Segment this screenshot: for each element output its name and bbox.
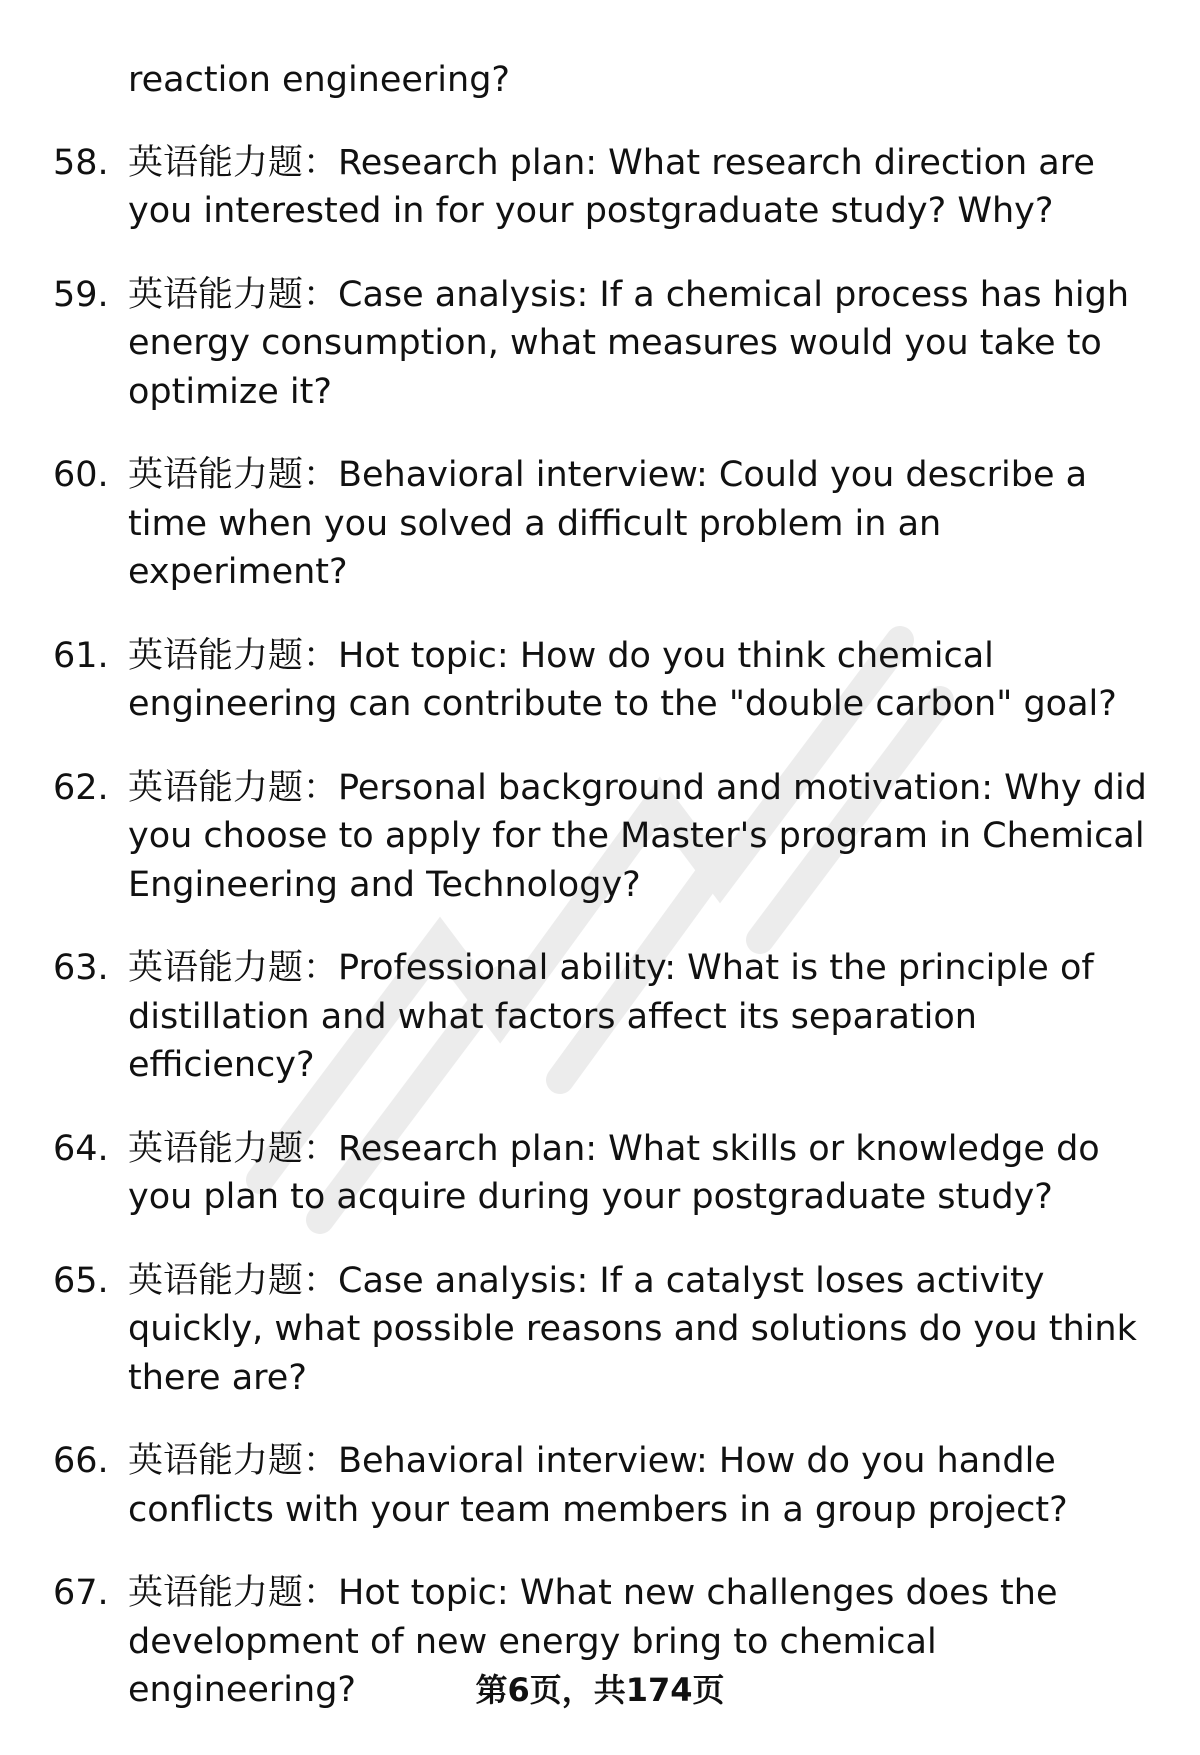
item-tag: 英语能力题： bbox=[128, 1441, 339, 1481]
question-list bbox=[0, 139, 1200, 1715]
page-footer: 第6页，共174页 bbox=[475, 1671, 725, 1709]
item-text: Behavioral interview: How do you handle conflicts with your team members in a group project? bbox=[128, 1441, 1068, 1530]
item-number: 59. bbox=[53, 274, 109, 315]
item-number: 60. bbox=[53, 455, 109, 495]
list-item bbox=[0, 944, 1168, 1090]
item-tag: 英语能力题： bbox=[128, 455, 339, 495]
item-tag: 英语能力题： bbox=[128, 767, 339, 808]
list-item bbox=[0, 1437, 1168, 1534]
list-item bbox=[0, 139, 1168, 236]
item-text: Case analysis: If a chemical process has high energy consumption, what measures would you take to optimize it? bbox=[128, 274, 1130, 412]
item-text: Behavioral interview: Could you describe a time when you solved a difficult problem in an experiment? bbox=[128, 455, 1088, 592]
item-text: Professional ability: What is the principle of distillation and what factors affect its separation efficiency? bbox=[128, 948, 1094, 1085]
item-tag: 英语能力题： bbox=[128, 1573, 339, 1613]
item-text: Hot topic: What new challenges does the development of new energy bring to chemical engineering? bbox=[128, 1573, 1058, 1710]
item-number: 58. bbox=[53, 142, 109, 183]
list-item bbox=[0, 764, 1168, 910]
item-number: 63. bbox=[53, 948, 109, 988]
list-item bbox=[0, 1257, 1168, 1403]
item-tag: 英语能力题： bbox=[128, 274, 339, 315]
list-item bbox=[0, 1125, 1168, 1222]
item-text: Research plan: What research direction are you interested in for your postgraduate study? Why? bbox=[128, 142, 1095, 231]
item-number: 61. bbox=[53, 635, 109, 676]
item-tag: 英语能力题： bbox=[128, 635, 339, 676]
item-number: 64. bbox=[53, 1128, 109, 1169]
item-tag: 英语能力题： bbox=[128, 948, 339, 988]
item-text: Research plan: What skills or knowledge do you plan to acquire during your postgraduate study? bbox=[128, 1128, 1100, 1217]
item-text: Personal background and motivation: Why did you choose to apply for the Master's program in Chemical Engineering and Technology? bbox=[128, 767, 1147, 905]
item-tag: 英语能力题： bbox=[128, 1260, 339, 1301]
item-text: Hot topic: How do you think chemical engineering can contribute to the "double carbon" goal? bbox=[128, 635, 1117, 724]
item-number: 66. bbox=[53, 1441, 109, 1481]
document-content bbox=[0, 56, 1200, 1750]
item-text: Case analysis: If a catalyst loses activity quickly, what possible reasons and solutions do you think there are? bbox=[128, 1260, 1137, 1398]
item-tag: 英语能力题： bbox=[128, 142, 339, 183]
item-number: 65. bbox=[53, 1260, 109, 1301]
item-tag: 英语能力题： bbox=[128, 1128, 339, 1169]
list-item bbox=[0, 632, 1168, 729]
list-item bbox=[0, 271, 1168, 417]
item-number: 62. bbox=[53, 767, 109, 808]
list-item bbox=[0, 451, 1168, 597]
continuation-text: reaction engineering? bbox=[128, 60, 511, 100]
item-number: 67. bbox=[53, 1573, 109, 1613]
